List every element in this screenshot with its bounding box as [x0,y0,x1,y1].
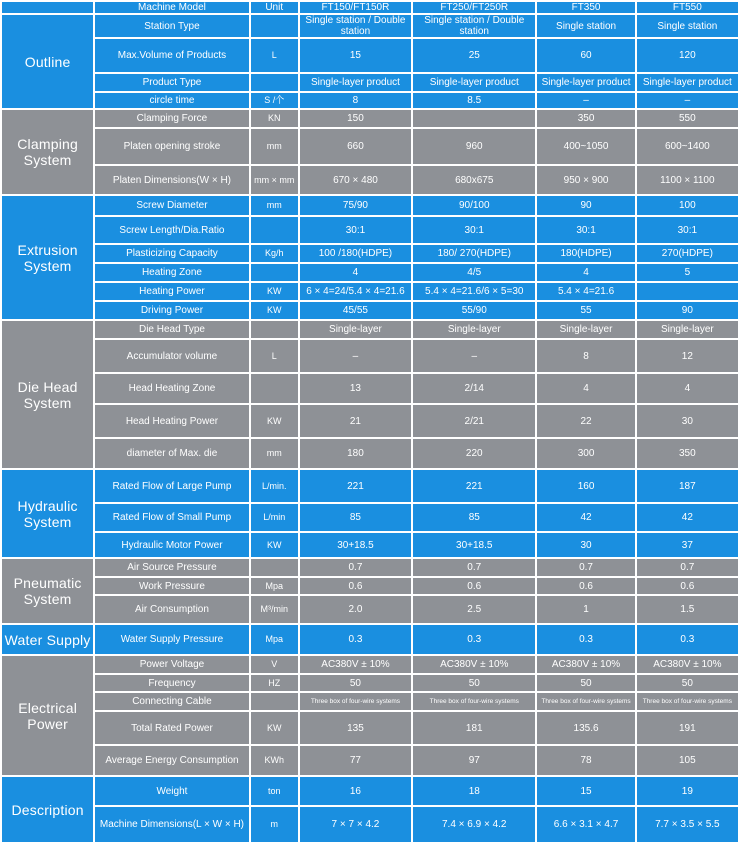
value-model-1: 15 [300,39,411,72]
row-unit: mm × mm [251,166,298,194]
value-model-3: 30:1 [537,217,634,243]
row-label: Average Energy Consumption [95,746,248,775]
table-row [2,596,738,623]
value-model-2: 4/5 [413,264,535,281]
value-model-4: 550 [637,110,738,127]
value-model-3: 60 [537,39,634,72]
value-model-1: 8 [300,93,411,108]
row-unit [251,559,298,576]
row-unit: Mpa [251,625,298,654]
row-unit [251,74,298,91]
value-model-2: Three box of four-wire systems [413,693,535,710]
value-model-2: 2.5 [413,596,535,623]
value-model-2: 960 [413,129,535,164]
header-model-2: FT250/FT250R [413,2,535,13]
value-model-4: 187 [637,470,738,502]
header-model-1: FT150/FT150R [300,2,411,13]
value-model-3: 1 [537,596,634,623]
value-model-1: 13 [300,374,411,403]
value-model-1: 4 [300,264,411,281]
table-row [2,302,738,319]
row-label: Rated Flow of Small Pump [95,504,248,531]
group-electrical-power: Electrical Power [2,656,93,775]
value-model-2: 30+18.5 [413,533,535,557]
value-model-2: 0.3 [413,625,535,654]
row-label: Plasticizing Capacity [95,245,248,262]
row-unit: mm [251,196,298,215]
row-label: Platen opening stroke [95,129,248,164]
value-model-2: 2/14 [413,374,535,403]
value-model-4: 100 [637,196,738,215]
row-unit: mm [251,129,298,164]
value-model-1: 0.6 [300,578,411,594]
value-model-3: 135.6 [537,712,634,744]
table-row [2,340,738,372]
row-unit: KW [251,712,298,744]
value-model-1: 45/55 [300,302,411,319]
value-model-3: 22 [537,405,634,437]
value-model-4: 7.7 × 3.5 × 5.5 [637,807,738,842]
row-label: Accumulator volume [95,340,248,372]
value-model-4: Single-layer product [637,74,738,91]
row-label: Platen Dimensions(W × H) [95,166,248,194]
value-model-1: 2.0 [300,596,411,623]
value-model-3: Three box of four-wire systems [537,693,634,710]
row-label: Driving Power [95,302,248,319]
value-model-4: 12 [637,340,738,372]
value-model-4: 30:1 [637,217,738,243]
value-model-4: 1100 × 1100 [637,166,738,194]
row-unit [251,321,298,338]
value-model-4: 0.6 [637,578,738,594]
table-row [2,693,738,710]
table-row [2,470,738,502]
value-model-3: 30 [537,533,634,557]
value-model-2: 25 [413,39,535,72]
value-model-4: 4 [637,374,738,403]
value-model-4: 191 [637,712,738,744]
row-label: Air Consumption [95,596,248,623]
table-row [2,283,738,300]
value-model-4: 30 [637,405,738,437]
row-unit: m [251,807,298,842]
header-model-3: FT350 [537,2,634,13]
value-model-1: 150 [300,110,411,127]
value-model-1: Single-layer product [300,74,411,91]
table-row [2,625,738,654]
value-model-3: 400~1050 [537,129,634,164]
table-row [2,807,738,842]
value-model-3: Single station [537,15,634,37]
value-model-3: 50 [537,675,634,691]
spec-table-body [2,2,738,842]
value-model-2: 55/90 [413,302,535,319]
row-label: Screw Diameter [95,196,248,215]
value-model-1: 50 [300,675,411,691]
value-model-4: 120 [637,39,738,72]
value-model-4: 37 [637,533,738,557]
value-model-3: 950 × 900 [537,166,634,194]
value-model-4: 50 [637,675,738,691]
value-model-4: 90 [637,302,738,319]
value-model-2: 180/ 270(HDPE) [413,245,535,262]
table-row [2,245,738,262]
value-model-4: Single station [637,15,738,37]
row-unit: L/min [251,504,298,531]
row-unit: V [251,656,298,673]
value-model-4: 105 [637,746,738,775]
group-description: Description [2,777,93,842]
table-row [2,405,738,437]
value-model-1: 221 [300,470,411,502]
row-label: Rated Flow of Large Pump [95,470,248,502]
value-model-2: AC380V ± 10% [413,656,535,673]
value-model-1: 660 [300,129,411,164]
table-row [2,777,738,805]
row-label: Work Pressure [95,578,248,594]
value-model-4: 42 [637,504,738,531]
table-row [2,217,738,243]
row-label: Connecting Cable [95,693,248,710]
value-model-2: Single-layer [413,321,535,338]
row-label: Weight [95,777,248,805]
value-model-3: 55 [537,302,634,319]
header-unit-label: Unit [251,2,298,13]
value-model-2: 85 [413,504,535,531]
table-row [2,74,738,91]
value-model-1: 30:1 [300,217,411,243]
table-row [2,712,738,744]
value-model-3: 160 [537,470,634,502]
table-row [2,656,738,673]
table-row [2,559,738,576]
value-model-4: 0.7 [637,559,738,576]
value-model-1: 16 [300,777,411,805]
value-model-2: 7.4 × 6.9 × 4.2 [413,807,535,842]
value-model-2: 680x675 [413,166,535,194]
value-model-1: – [300,340,411,372]
value-model-1: 7 × 7 × 4.2 [300,807,411,842]
value-model-3: 300 [537,439,634,468]
value-model-1: Three box of four-wire systems [300,693,411,710]
value-model-2: 2/21 [413,405,535,437]
value-model-4: 1.5 [637,596,738,623]
value-model-2: 90/100 [413,196,535,215]
value-model-1: 75/90 [300,196,411,215]
value-model-3: 0.3 [537,625,634,654]
row-label: circle time [95,93,248,108]
value-model-3: Single-layer product [537,74,634,91]
value-model-1: 85 [300,504,411,531]
value-model-2: 0.6 [413,578,535,594]
value-model-4: 600~1400 [637,129,738,164]
row-label: Frequency [95,675,248,691]
row-label: Product Type [95,74,248,91]
value-model-1: 0.7 [300,559,411,576]
value-model-2: 221 [413,470,535,502]
table-row [2,39,738,72]
table-row [2,533,738,557]
value-model-3: 42 [537,504,634,531]
header-model-label: Machine Model [95,2,248,13]
row-label: Water Supply Pressure [95,625,248,654]
value-model-2: Single-layer product [413,74,535,91]
row-label: Heating Power [95,283,248,300]
value-model-3: 0.6 [537,578,634,594]
row-label: Power Voltage [95,656,248,673]
group-outline: Outline [2,15,93,108]
group-hydraulic-system: Hydraulic System [2,470,93,557]
value-model-4: 270(HDPE) [637,245,738,262]
value-model-3: 90 [537,196,634,215]
value-model-2 [413,110,535,127]
row-unit: KW [251,283,298,300]
row-unit: Mpa [251,578,298,594]
value-model-4: 350 [637,439,738,468]
header-row [2,2,738,13]
row-unit: S /个 [251,93,298,108]
row-unit: ton [251,777,298,805]
row-unit: KW [251,405,298,437]
value-model-3: 5.4 × 4=21.6 [537,283,634,300]
value-model-2: 30:1 [413,217,535,243]
value-model-2: 0.7 [413,559,535,576]
header-model-4: FT550 [637,2,738,13]
value-model-2: 8.5 [413,93,535,108]
table-row [2,110,738,127]
table-row [2,15,738,37]
value-model-3: AC380V ± 10% [537,656,634,673]
table-row [2,578,738,594]
row-unit: KWh [251,746,298,775]
table-row [2,675,738,691]
row-unit [251,264,298,281]
row-label: Die Head Type [95,321,248,338]
value-model-2: Single station / Double station [413,15,535,37]
table-row [2,93,738,108]
value-model-4: AC380V ± 10% [637,656,738,673]
row-label: Head Heating Zone [95,374,248,403]
value-model-1: Single-layer [300,321,411,338]
row-label: Head Heating Power [95,405,248,437]
value-model-3: 15 [537,777,634,805]
value-model-3: 4 [537,264,634,281]
value-model-3: 0.7 [537,559,634,576]
table-row [2,129,738,164]
value-model-3: Single-layer [537,321,634,338]
row-unit: KW [251,533,298,557]
value-model-1: Single station / Double station [300,15,411,37]
value-model-4: 0.3 [637,625,738,654]
value-model-3: 6.6 × 3.1 × 4.7 [537,807,634,842]
value-model-2: – [413,340,535,372]
table-row [2,264,738,281]
value-model-4: – [637,93,738,108]
value-model-1: 21 [300,405,411,437]
table-row [2,166,738,194]
value-model-2: 50 [413,675,535,691]
row-label: diameter of Max. die [95,439,248,468]
table-row [2,439,738,468]
value-model-1: 0.3 [300,625,411,654]
value-model-4: 5 [637,264,738,281]
row-unit: L [251,39,298,72]
row-unit: KN [251,110,298,127]
header-blank [2,2,93,13]
value-model-4: Single-layer [637,321,738,338]
value-model-2: 181 [413,712,535,744]
value-model-1: 135 [300,712,411,744]
row-unit [251,374,298,403]
row-unit: L [251,340,298,372]
value-model-1: 670 × 480 [300,166,411,194]
row-unit: Kg/h [251,245,298,262]
value-model-3: 8 [537,340,634,372]
group-clamping-system: Clamping System [2,110,93,194]
table-row [2,196,738,215]
value-model-2: 5.4 × 4=21.6/6 × 5=30 [413,283,535,300]
table-row [2,321,738,338]
row-label: Machine Dimensions(L × W × H) [95,807,248,842]
value-model-3: – [537,93,634,108]
table-row [2,746,738,775]
value-model-1: 30+18.5 [300,533,411,557]
value-model-3: 78 [537,746,634,775]
row-unit [251,217,298,243]
value-model-1: 100 /180(HDPE) [300,245,411,262]
group-extrusion-system: Extrusion System [2,196,93,319]
row-unit [251,15,298,37]
row-unit: HZ [251,675,298,691]
value-model-1: 77 [300,746,411,775]
row-unit: KW [251,302,298,319]
row-unit: L/min. [251,470,298,502]
value-model-3: 180(HDPE) [537,245,634,262]
value-model-1: AC380V ± 10% [300,656,411,673]
table-row [2,374,738,403]
value-model-2: 18 [413,777,535,805]
row-label: Max.Volume of Products [95,39,248,72]
value-model-2: 97 [413,746,535,775]
value-model-2: 220 [413,439,535,468]
table-row [2,504,738,531]
value-model-3: 350 [537,110,634,127]
group-die-head-system: Die Head System [2,321,93,468]
row-label: Heating Zone [95,264,248,281]
value-model-4 [637,283,738,300]
row-label: Air Source Pressure [95,559,248,576]
row-label: Screw Length/Dia.Ratio [95,217,248,243]
value-model-1: 6 × 4=24/5.4 × 4=21.6 [300,283,411,300]
value-model-3: 4 [537,374,634,403]
value-model-4: Three box of four-wire systems [637,693,738,710]
row-label: Clamping Force [95,110,248,127]
row-label: Hydraulic Motor Power [95,533,248,557]
group-water-supply: Water Supply [2,625,93,654]
row-label: Station Type [95,15,248,37]
row-unit: M³/min [251,596,298,623]
row-unit: mm [251,439,298,468]
value-model-1: 180 [300,439,411,468]
row-unit [251,693,298,710]
row-label: Total Rated Power [95,712,248,744]
group-pneumatic-system: Pneumatic System [2,559,93,623]
value-model-4: 19 [637,777,738,805]
